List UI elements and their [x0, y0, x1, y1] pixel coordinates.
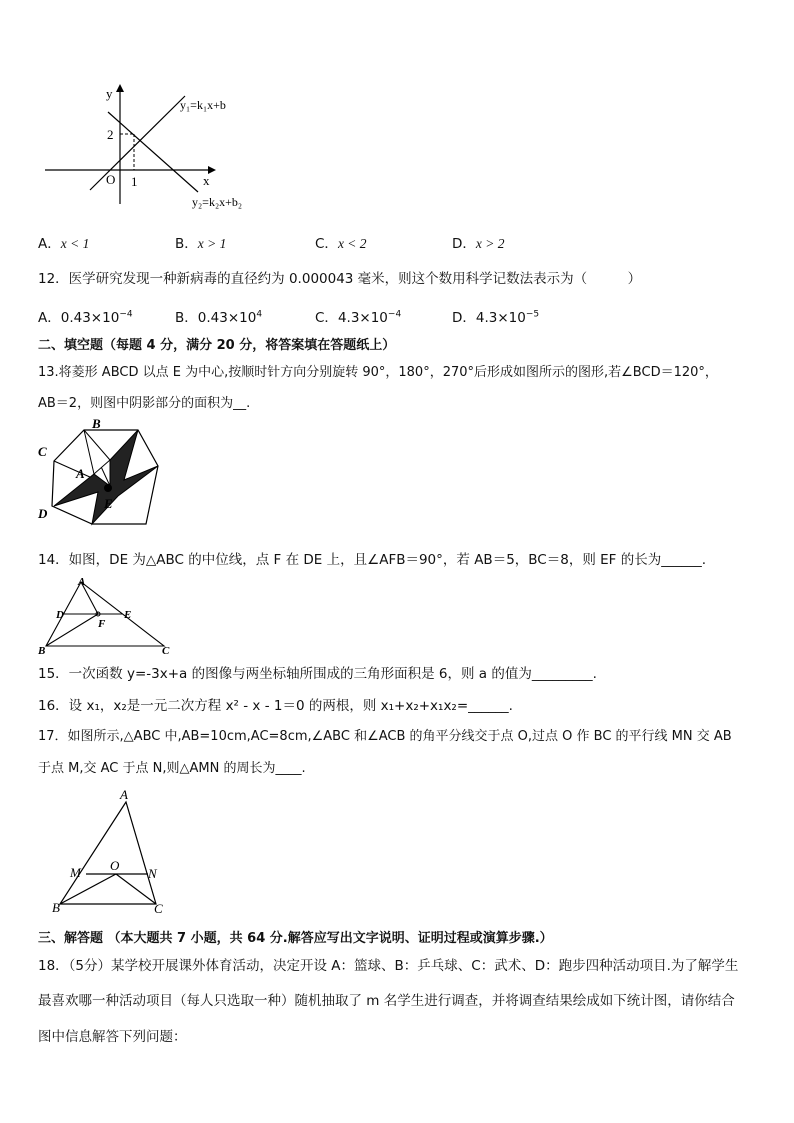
q14-text: 14．如图，DE 为△ABC 的中位线，点 F 在 DE 上，且∠AFB＝90°，若 AB＝5，BC＝8，则 EF 的长为______.: [38, 552, 706, 568]
q12-option-a: A．$0.43\times 10^{-4}$: [38, 309, 133, 326]
q18-line1: 18．（5分）某学校开展课外体育活动，决定开设 A：篮球、B：乒乓球、C：武术、D：跑步四种活动项目.为了解学生: [38, 958, 739, 974]
fig17-label-n: N: [148, 866, 157, 881]
fig17-label-c: C: [154, 901, 163, 916]
q11-option-b: B．x > 1: [175, 236, 227, 252]
q13-line2: AB＝2，则图中阴影部分的面积为__.: [38, 396, 251, 411]
q13-line1: 13.将菱形 ABCD 以点 E 为中心,按顺时针方向分别旋转 90°，180°，270°后形成如图所示的图形,若∠BCD＝120°，: [38, 365, 718, 380]
fig14-label-b: B: [38, 645, 46, 656]
q12-option-d: D．$4.3\times 10^{-5}$: [452, 309, 540, 326]
q16-text: 16．设 x₁，x₂是一元二次方程 x² - x - 1＝0 的两根，则 x₁+x₂+x₁x₂=______.: [38, 698, 513, 714]
fig14-label-c: C: [162, 645, 170, 656]
fig17-label-m: M: [70, 865, 81, 880]
fig13-label-d: D: [38, 506, 48, 521]
q12-option-b: B．$0.43\times 10^4$: [175, 309, 263, 326]
fig17-label-b: B: [52, 900, 60, 915]
q17-line1: 17．如图所示,△ABC 中,AB=10cm,AC=8cm,∠ABC 和∠ACB 的角平分线交于点 O,过点 O 作 BC 的平行线 MN 交 AB: [38, 729, 732, 744]
q18-line3: 图中信息解答下列问题：: [38, 1029, 187, 1045]
q18-line2: 最喜欢哪一种活动项目（每人只选取一种）随机抽取了 m 名学生进行调查，并将调查结果绘成如下统计图，请你结合: [38, 993, 735, 1009]
q13-figure: [32, 416, 172, 546]
tick-x-label: 1: [131, 174, 138, 189]
q11-option-c: C．x < 2: [315, 236, 367, 252]
y-axis-label: y: [106, 86, 113, 101]
fig13-label-b: B: [92, 416, 101, 431]
fig14-label-f: F: [98, 618, 106, 630]
q11-option-a: A．x < 1: [38, 236, 90, 252]
fig13-label-a: A: [76, 466, 85, 481]
fig13-label-c: C: [38, 444, 47, 459]
q12-option-c: C．$4.3\times 10^{-4}$: [315, 309, 402, 326]
q11-graph: [40, 82, 270, 212]
fig14-label-d: D: [56, 609, 64, 621]
fig17-label-a: A: [120, 787, 128, 802]
tick-y-label: 2: [107, 127, 114, 142]
q17-figure: [48, 786, 178, 916]
line1-label: y₁=k₁x+b: [180, 98, 226, 112]
q15-text: 15．一次函数 y=-3x+a 的图像与两坐标轴所围成的三角形面积是 6，则 a 的值为_________.: [38, 666, 597, 682]
section2-title: 二、填空题（每题 4 分，满分 20 分，将答案填在答题纸上）: [38, 338, 396, 353]
q14-figure: [36, 576, 176, 656]
fig13-label-e: E: [104, 496, 113, 511]
q12-text: 12．医学研究发现一种新病毒的直径约为 0.000043 毫米，则这个数用科学记数法表示为（ ）: [38, 271, 642, 287]
q17-line2: 于点 M,交 AC 于点 N,则△AMN 的周长为____.: [38, 761, 306, 776]
fig17-label-o: O: [110, 858, 120, 873]
fig14-label-a: A: [78, 576, 86, 588]
origin-label: O: [106, 172, 116, 187]
line2-label: y₂=k₂x+b₂: [192, 195, 243, 209]
x-axis-label: x: [203, 173, 210, 188]
fig14-label-e: E: [124, 609, 132, 621]
q11-option-d: D．x > 2: [452, 236, 505, 252]
section3-title: 三、解答题 （本大题共 7 小题，共 64 分.解答应写出文字说明、证明过程或演算步骤.）: [38, 931, 553, 946]
line-y1: [90, 96, 185, 190]
line-y2: [108, 112, 198, 192]
